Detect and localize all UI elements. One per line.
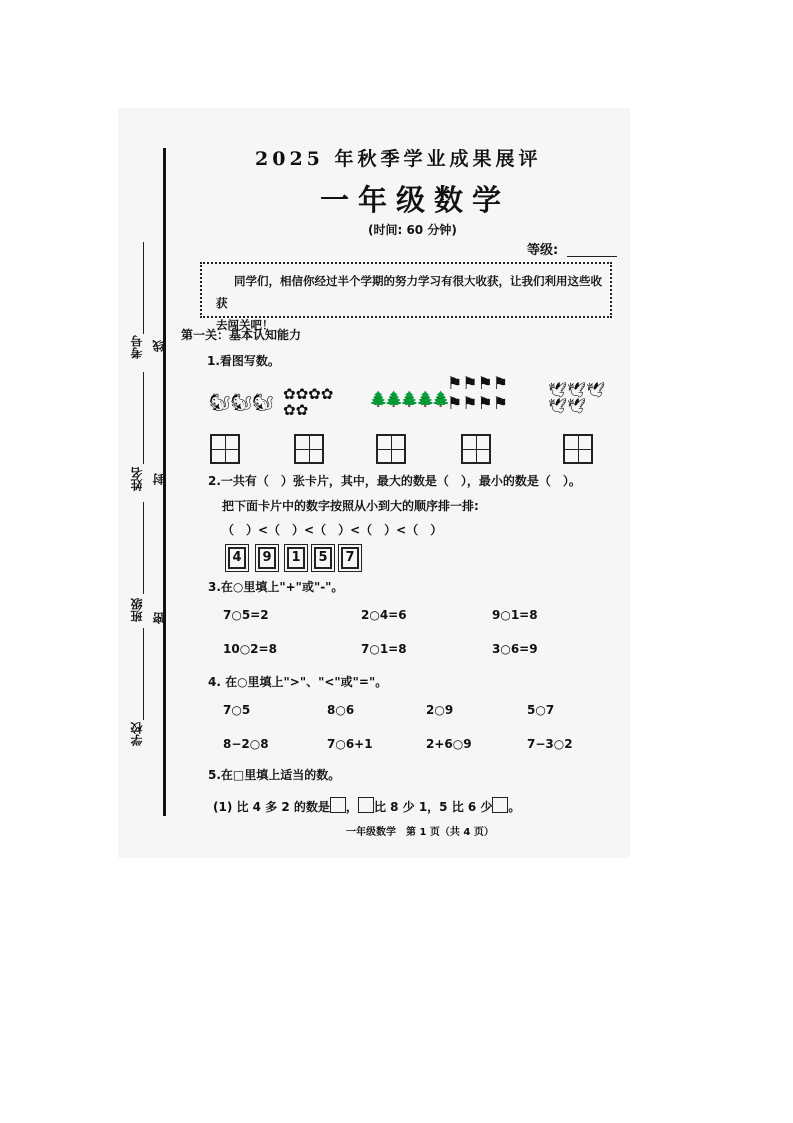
q4-label: 4. 在○里填上">"、"<"或"="。 [208,675,388,689]
field-line [143,628,144,720]
tree-icon: 🌲🌲🌲🌲🌲 [369,390,448,408]
q4-item: 2○9 [426,703,454,717]
q4-item: 7−3○2 [527,737,573,751]
class-label: 班级 [130,598,144,622]
flower-icon: ✿✿✿✿✿✿ [283,385,334,419]
number-card: 4 [228,547,246,569]
number-card: 9 [258,547,276,569]
answer-square-2[interactable] [358,797,374,813]
q5-text-d: 。 [508,800,521,814]
page-footer: 一年级数学 第 1 页（共 4 页） [346,827,494,838]
field-line [143,372,144,464]
school-label: 学校 [130,722,144,746]
number-card: 1 [287,547,305,569]
q5-text-b: ， [345,800,358,814]
answer-box-4[interactable] [461,434,491,464]
seal-mark-secret: 密 [152,612,166,624]
q1-label: 1.看图写数。 [207,354,280,368]
notice-box [200,262,612,332]
q5-text-c: 比 8 少 1，5 比 6 少 [373,800,493,814]
answer-square-3[interactable] [492,797,508,813]
answer-box-3[interactable] [376,434,406,464]
crane-icon: 🕊🕊🕊🕊🕊 [548,381,606,415]
answer-box-1[interactable] [210,434,240,464]
notice-line1: 同学们，相信你经过半个学期的努力学习有很大收获，让我们利用这些收获 [216,274,602,310]
seal-mark-seal: 封 [152,473,166,485]
answer-box-5[interactable] [563,434,593,464]
answer-square-1[interactable] [330,797,346,813]
field-line [143,502,144,594]
exam-title: 2025 年秋季学业成果展评 [255,148,542,170]
q3-label: 3.在○里填上"+"或"-"。 [208,580,344,594]
q5-text-a: (1) 比 4 多 2 的数是 [213,800,330,814]
q3-item: 2○4=6 [361,608,407,622]
q4-item: 7○5 [223,703,251,717]
subject-title: 一年级数学 [320,183,511,217]
q3-item: 7○1=8 [361,642,407,656]
section-title: 第一关：基本认知能力 [181,328,302,342]
field-line [143,242,144,334]
q3-item: 9○1=8 [492,608,538,622]
q3-item: 3○6=9 [492,642,538,656]
grade-field[interactable] [567,256,617,257]
q4-item: 5○7 [527,703,555,717]
q3-item: 10○2=8 [223,642,277,656]
name-label: 姓名 [130,467,144,491]
seal-mark-line: 线 [152,340,166,352]
q5-part1 [213,797,520,815]
q4-item: 7○6+1 [327,737,373,751]
flag-icon: ⚑⚑⚑⚑⚑⚑⚑⚑ [447,374,508,414]
q2-label: 2.一共有（ ）张卡片，其中，最大的数是（ ），最小的数是（ ）。 [208,474,581,488]
q2-order-line: （ ）<（ ）<（ ）<（ ）<（ ） [222,523,443,537]
exam-number-label: 考号 [130,335,144,359]
q4-item: 2+6○9 [426,737,472,751]
q5-label: 5.在□里填上适当的数。 [208,768,341,782]
q2-instruction: 把下面卡片中的数字按照从小到大的顺序排一排: [222,499,479,513]
q3-item: 7○5=2 [223,608,269,622]
grade-label: 等级: [527,243,559,258]
number-card: 7 [341,547,359,569]
notice-line2: 去闯关吧！ [216,318,274,332]
squirrel-icon: 🐿🐿🐿 [209,393,274,413]
exam-time: (时间: 60 分钟) [368,223,457,237]
answer-box-2[interactable] [294,434,324,464]
number-card: 5 [314,547,332,569]
q4-item: 8−2○8 [223,737,269,751]
q4-item: 8○6 [327,703,355,717]
